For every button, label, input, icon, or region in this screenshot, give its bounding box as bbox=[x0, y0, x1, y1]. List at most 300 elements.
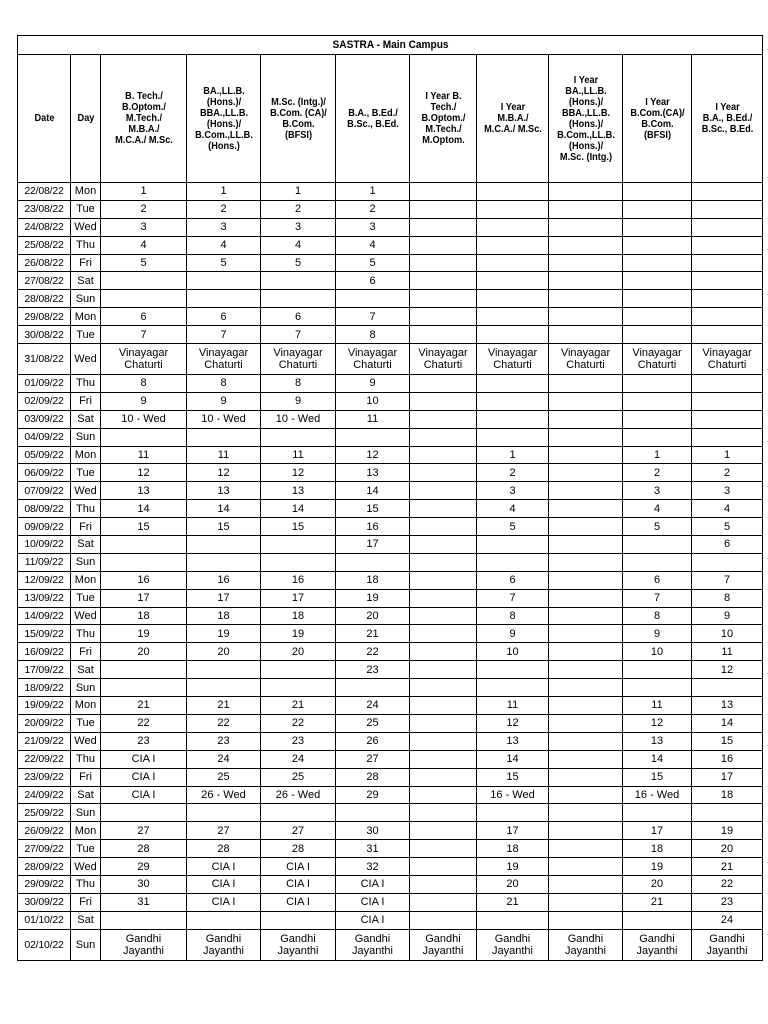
schedule-cell: 31 bbox=[101, 893, 187, 911]
schedule-cell: 28 bbox=[187, 840, 261, 858]
table-row bbox=[18, 661, 763, 679]
schedule-cell bbox=[261, 536, 336, 554]
column-header-program: I Year B. Tech./ B.Optom./ M.Tech./ M.Optom. bbox=[412, 55, 474, 183]
schedule-cell bbox=[101, 679, 187, 697]
schedule-cell: 8 bbox=[261, 375, 336, 393]
schedule-cell: Vinayagar Chaturti bbox=[187, 344, 261, 375]
table-row bbox=[18, 768, 763, 786]
schedule-cell: 30 bbox=[101, 875, 187, 893]
schedule-cell bbox=[477, 308, 549, 326]
schedule-cell: 17 bbox=[692, 768, 763, 786]
schedule-cell bbox=[261, 290, 336, 308]
schedule-cell bbox=[410, 236, 477, 254]
schedule-cell bbox=[101, 804, 187, 822]
schedule-cell bbox=[336, 428, 410, 446]
schedule-cell: 25 bbox=[187, 768, 261, 786]
schedule-cell bbox=[549, 840, 623, 858]
table-row bbox=[18, 308, 763, 326]
day-cell: Sun bbox=[71, 290, 101, 308]
schedule-cell: 1 bbox=[692, 446, 763, 464]
schedule-cell bbox=[410, 607, 477, 625]
date-cell: 02/10/22 bbox=[18, 929, 71, 960]
schedule-cell: 3 bbox=[692, 482, 763, 500]
day-cell: Tue bbox=[71, 714, 101, 732]
day-cell: Thu bbox=[71, 375, 101, 393]
schedule-cell: 21 bbox=[187, 697, 261, 715]
date-cell: 29/08/22 bbox=[18, 308, 71, 326]
schedule-cell: 20 bbox=[187, 643, 261, 661]
schedule-cell bbox=[410, 768, 477, 786]
schedule-cell bbox=[410, 840, 477, 858]
schedule-cell: 2 bbox=[336, 200, 410, 218]
schedule-cell: 14 bbox=[477, 750, 549, 768]
table-row bbox=[18, 410, 763, 428]
day-cell: Sun bbox=[71, 428, 101, 446]
schedule-cell bbox=[410, 200, 477, 218]
schedule-cell: 12 bbox=[692, 661, 763, 679]
schedule-cell bbox=[549, 661, 623, 679]
day-cell: Sun bbox=[71, 553, 101, 571]
day-cell: Thu bbox=[71, 750, 101, 768]
schedule-cell: 3 bbox=[101, 218, 187, 236]
schedule-cell bbox=[410, 290, 477, 308]
date-cell: 21/09/22 bbox=[18, 732, 71, 750]
table-row bbox=[18, 625, 763, 643]
schedule-cell: 28 bbox=[101, 840, 187, 858]
schedule-cell: 19 bbox=[336, 589, 410, 607]
schedule-cell: 9 bbox=[187, 392, 261, 410]
date-cell: 05/09/22 bbox=[18, 446, 71, 464]
schedule-cell: 11 bbox=[187, 446, 261, 464]
day-cell: Thu bbox=[71, 875, 101, 893]
schedule-cell: 17 bbox=[187, 589, 261, 607]
schedule-cell: 24 bbox=[187, 750, 261, 768]
schedule-cell: 4 bbox=[692, 500, 763, 518]
date-cell: 17/09/22 bbox=[18, 661, 71, 679]
date-cell: 24/09/22 bbox=[18, 786, 71, 804]
schedule-cell: 12 bbox=[101, 464, 187, 482]
schedule-cell bbox=[692, 804, 763, 822]
schedule-cell bbox=[692, 218, 763, 236]
schedule-cell: 12 bbox=[187, 464, 261, 482]
schedule-cell bbox=[410, 875, 477, 893]
schedule-cell: 23 bbox=[101, 732, 187, 750]
table-row bbox=[18, 482, 763, 500]
schedule-cell: 12 bbox=[477, 714, 549, 732]
calendar-sheet bbox=[17, 35, 752, 961]
day-cell: Mon bbox=[71, 697, 101, 715]
schedule-cell: 27 bbox=[101, 822, 187, 840]
schedule-cell: 7 bbox=[101, 326, 187, 344]
schedule-cell bbox=[549, 875, 623, 893]
table-row bbox=[18, 183, 763, 201]
schedule-cell: 7 bbox=[336, 308, 410, 326]
date-cell: 15/09/22 bbox=[18, 625, 71, 643]
table-row bbox=[18, 464, 763, 482]
schedule-cell bbox=[101, 553, 187, 571]
day-cell: Sat bbox=[71, 536, 101, 554]
day-cell: Sat bbox=[71, 410, 101, 428]
schedule-cell: 14 bbox=[623, 750, 692, 768]
schedule-cell: Vinayagar Chaturti bbox=[410, 344, 477, 375]
date-cell: 22/08/22 bbox=[18, 183, 71, 201]
schedule-table bbox=[17, 35, 763, 961]
schedule-cell: 12 bbox=[623, 714, 692, 732]
schedule-cell: 7 bbox=[477, 589, 549, 607]
schedule-cell: 15 bbox=[336, 500, 410, 518]
schedule-cell: 10 - Wed bbox=[261, 410, 336, 428]
date-cell: 03/09/22 bbox=[18, 410, 71, 428]
day-cell: Wed bbox=[71, 607, 101, 625]
schedule-cell: 32 bbox=[336, 858, 410, 876]
table-row bbox=[18, 571, 763, 589]
schedule-cell bbox=[477, 661, 549, 679]
schedule-cell bbox=[261, 428, 336, 446]
date-cell: 19/09/22 bbox=[18, 697, 71, 715]
schedule-cell bbox=[477, 183, 549, 201]
header-row bbox=[18, 55, 763, 183]
schedule-cell bbox=[410, 786, 477, 804]
schedule-cell bbox=[410, 410, 477, 428]
day-cell: Fri bbox=[71, 392, 101, 410]
schedule-cell: CIA I bbox=[261, 875, 336, 893]
schedule-cell: 5 bbox=[101, 254, 187, 272]
schedule-cell: 8 bbox=[101, 375, 187, 393]
date-cell: 27/09/22 bbox=[18, 840, 71, 858]
schedule-cell: 16 bbox=[336, 518, 410, 536]
schedule-cell: 9 bbox=[261, 392, 336, 410]
schedule-cell: 18 bbox=[477, 840, 549, 858]
schedule-cell: 27 bbox=[336, 750, 410, 768]
table-row bbox=[18, 218, 763, 236]
schedule-cell bbox=[477, 804, 549, 822]
schedule-cell bbox=[623, 661, 692, 679]
table-row bbox=[18, 254, 763, 272]
schedule-cell: 13 bbox=[101, 482, 187, 500]
schedule-cell: Gandhi Jayanthi bbox=[410, 929, 477, 960]
schedule-cell: Vinayagar Chaturti bbox=[101, 344, 187, 375]
date-cell: 25/08/22 bbox=[18, 236, 71, 254]
schedule-cell: CIA I bbox=[101, 786, 187, 804]
schedule-cell bbox=[549, 625, 623, 643]
schedule-cell bbox=[549, 308, 623, 326]
schedule-cell: 8 bbox=[477, 607, 549, 625]
schedule-cell bbox=[623, 218, 692, 236]
schedule-cell bbox=[623, 308, 692, 326]
schedule-cell: 16 bbox=[261, 571, 336, 589]
schedule-cell bbox=[549, 911, 623, 929]
schedule-cell bbox=[410, 536, 477, 554]
table-row bbox=[18, 804, 763, 822]
day-cell: Sun bbox=[71, 804, 101, 822]
schedule-cell bbox=[549, 643, 623, 661]
schedule-cell: 2 bbox=[623, 464, 692, 482]
schedule-cell bbox=[477, 679, 549, 697]
table-row bbox=[18, 732, 763, 750]
column-header-program: I Year M.B.A./ M.C.A./ M.Sc. bbox=[479, 55, 545, 183]
date-cell: 09/09/22 bbox=[18, 518, 71, 536]
schedule-cell: 24 bbox=[261, 750, 336, 768]
schedule-cell: 22 bbox=[187, 714, 261, 732]
schedule-cell: 17 bbox=[101, 589, 187, 607]
schedule-cell bbox=[549, 536, 623, 554]
schedule-cell: 9 bbox=[692, 607, 763, 625]
schedule-cell: 5 bbox=[623, 518, 692, 536]
schedule-cell bbox=[187, 679, 261, 697]
schedule-cell bbox=[410, 183, 477, 201]
schedule-cell: 8 bbox=[336, 326, 410, 344]
schedule-cell: 2 bbox=[187, 200, 261, 218]
schedule-cell bbox=[623, 326, 692, 344]
date-cell: 23/09/22 bbox=[18, 768, 71, 786]
schedule-cell bbox=[549, 272, 623, 290]
schedule-cell bbox=[336, 553, 410, 571]
date-cell: 10/09/22 bbox=[18, 536, 71, 554]
day-cell: Tue bbox=[71, 464, 101, 482]
date-cell: 02/09/22 bbox=[18, 392, 71, 410]
schedule-cell: 3 bbox=[261, 218, 336, 236]
schedule-cell: 4 bbox=[623, 500, 692, 518]
schedule-cell: 6 bbox=[261, 308, 336, 326]
schedule-cell bbox=[410, 714, 477, 732]
table-row bbox=[18, 518, 763, 536]
day-cell: Mon bbox=[71, 308, 101, 326]
column-header-program: B.A., B.Ed./ B.Sc., B.Ed. bbox=[338, 55, 406, 183]
schedule-cell: 22 bbox=[692, 875, 763, 893]
schedule-cell bbox=[477, 553, 549, 571]
table-row bbox=[18, 589, 763, 607]
schedule-cell bbox=[410, 553, 477, 571]
schedule-cell: 11 bbox=[692, 643, 763, 661]
table-body bbox=[18, 183, 763, 961]
schedule-cell bbox=[477, 290, 549, 308]
table-row bbox=[18, 786, 763, 804]
schedule-cell: 20 bbox=[623, 875, 692, 893]
schedule-cell: CIA I bbox=[101, 750, 187, 768]
schedule-cell bbox=[549, 679, 623, 697]
schedule-cell bbox=[410, 858, 477, 876]
date-cell: 23/08/22 bbox=[18, 200, 71, 218]
schedule-cell: Vinayagar Chaturti bbox=[336, 344, 410, 375]
schedule-cell: 18 bbox=[336, 571, 410, 589]
schedule-cell bbox=[261, 911, 336, 929]
date-cell: 28/08/22 bbox=[18, 290, 71, 308]
day-cell: Thu bbox=[71, 500, 101, 518]
schedule-cell: 19 bbox=[261, 625, 336, 643]
day-cell: Tue bbox=[71, 200, 101, 218]
schedule-cell bbox=[549, 732, 623, 750]
table-row bbox=[18, 911, 763, 929]
schedule-cell bbox=[410, 326, 477, 344]
schedule-cell: 29 bbox=[336, 786, 410, 804]
schedule-cell: Gandhi Jayanthi bbox=[549, 929, 623, 960]
schedule-cell bbox=[692, 308, 763, 326]
schedule-cell: 11 bbox=[477, 697, 549, 715]
schedule-cell bbox=[187, 911, 261, 929]
schedule-cell bbox=[477, 375, 549, 393]
schedule-cell: 20 bbox=[261, 643, 336, 661]
schedule-cell: 4 bbox=[187, 236, 261, 254]
schedule-cell: 17 bbox=[336, 536, 410, 554]
schedule-cell bbox=[623, 410, 692, 428]
schedule-cell bbox=[410, 308, 477, 326]
schedule-cell bbox=[692, 553, 763, 571]
schedule-cell: 8 bbox=[623, 607, 692, 625]
table-row bbox=[18, 290, 763, 308]
schedule-cell bbox=[549, 464, 623, 482]
schedule-cell bbox=[336, 679, 410, 697]
schedule-cell bbox=[549, 858, 623, 876]
schedule-cell: 19 bbox=[623, 858, 692, 876]
schedule-cell: 16 bbox=[692, 750, 763, 768]
schedule-cell bbox=[623, 428, 692, 446]
date-cell: 14/09/22 bbox=[18, 607, 71, 625]
day-cell: Fri bbox=[71, 518, 101, 536]
table-row bbox=[18, 822, 763, 840]
day-cell: Sat bbox=[71, 786, 101, 804]
schedule-cell: 16 - Wed bbox=[623, 786, 692, 804]
schedule-cell: 2 bbox=[692, 464, 763, 482]
schedule-cell bbox=[187, 661, 261, 679]
schedule-cell bbox=[692, 236, 763, 254]
schedule-cell: 15 bbox=[261, 518, 336, 536]
schedule-cell bbox=[187, 553, 261, 571]
schedule-cell bbox=[549, 822, 623, 840]
table-row bbox=[18, 714, 763, 732]
table-row bbox=[18, 236, 763, 254]
schedule-cell: 2 bbox=[101, 200, 187, 218]
schedule-cell: 22 bbox=[261, 714, 336, 732]
schedule-cell: 10 bbox=[623, 643, 692, 661]
schedule-cell: 21 bbox=[261, 697, 336, 715]
table-row bbox=[18, 643, 763, 661]
day-cell: Fri bbox=[71, 254, 101, 272]
schedule-cell: 18 bbox=[692, 786, 763, 804]
schedule-cell bbox=[477, 236, 549, 254]
schedule-cell bbox=[477, 254, 549, 272]
schedule-cell: 22 bbox=[336, 643, 410, 661]
schedule-cell bbox=[410, 911, 477, 929]
schedule-cell: 1 bbox=[101, 183, 187, 201]
schedule-cell: Gandhi Jayanthi bbox=[623, 929, 692, 960]
schedule-cell: 3 bbox=[187, 218, 261, 236]
table-row bbox=[18, 893, 763, 911]
date-cell: 29/09/22 bbox=[18, 875, 71, 893]
schedule-cell: 9 bbox=[623, 625, 692, 643]
schedule-cell: 15 bbox=[187, 518, 261, 536]
schedule-cell: 3 bbox=[477, 482, 549, 500]
schedule-cell: CIA I bbox=[336, 893, 410, 911]
schedule-cell bbox=[410, 518, 477, 536]
date-cell: 06/09/22 bbox=[18, 464, 71, 482]
schedule-cell bbox=[477, 428, 549, 446]
schedule-cell: Gandhi Jayanthi bbox=[187, 929, 261, 960]
schedule-cell bbox=[549, 236, 623, 254]
schedule-cell bbox=[549, 571, 623, 589]
schedule-cell bbox=[692, 254, 763, 272]
schedule-cell: 21 bbox=[477, 893, 549, 911]
schedule-cell: 4 bbox=[261, 236, 336, 254]
schedule-cell: CIA I bbox=[187, 893, 261, 911]
table-row bbox=[18, 536, 763, 554]
schedule-cell bbox=[623, 392, 692, 410]
day-cell: Tue bbox=[71, 326, 101, 344]
schedule-cell: 15 bbox=[692, 732, 763, 750]
schedule-cell: 1 bbox=[336, 183, 410, 201]
schedule-cell: Gandhi Jayanthi bbox=[101, 929, 187, 960]
schedule-cell: 5 bbox=[692, 518, 763, 536]
date-cell: 13/09/22 bbox=[18, 589, 71, 607]
schedule-cell: 10 - Wed bbox=[101, 410, 187, 428]
schedule-cell bbox=[549, 804, 623, 822]
schedule-cell bbox=[477, 410, 549, 428]
schedule-cell: 7 bbox=[187, 326, 261, 344]
schedule-cell bbox=[410, 375, 477, 393]
day-cell: Fri bbox=[71, 768, 101, 786]
date-cell: 01/09/22 bbox=[18, 375, 71, 393]
schedule-cell bbox=[187, 272, 261, 290]
column-header-day: Day bbox=[72, 55, 100, 183]
schedule-cell: 14 bbox=[692, 714, 763, 732]
table-row bbox=[18, 840, 763, 858]
table-title: SASTRA - Main Campus bbox=[47, 36, 732, 55]
schedule-cell: 3 bbox=[336, 218, 410, 236]
schedule-cell: 4 bbox=[477, 500, 549, 518]
schedule-cell: 9 bbox=[101, 392, 187, 410]
schedule-cell bbox=[101, 661, 187, 679]
schedule-cell: CIA I bbox=[261, 893, 336, 911]
schedule-cell: 13 bbox=[692, 697, 763, 715]
schedule-cell: 13 bbox=[623, 732, 692, 750]
schedule-cell: 15 bbox=[101, 518, 187, 536]
schedule-cell: 11 bbox=[623, 697, 692, 715]
table-row bbox=[18, 929, 763, 960]
schedule-cell bbox=[623, 290, 692, 308]
schedule-cell bbox=[549, 410, 623, 428]
schedule-cell bbox=[692, 428, 763, 446]
schedule-cell bbox=[549, 750, 623, 768]
schedule-cell: 26 - Wed bbox=[187, 786, 261, 804]
schedule-cell bbox=[623, 536, 692, 554]
schedule-cell: 18 bbox=[187, 607, 261, 625]
schedule-cell bbox=[692, 375, 763, 393]
schedule-cell bbox=[477, 911, 549, 929]
schedule-cell bbox=[692, 326, 763, 344]
schedule-cell bbox=[623, 375, 692, 393]
schedule-cell: 17 bbox=[477, 822, 549, 840]
column-header-program: I Year B.A., B.Ed./ B.Sc., B.Ed. bbox=[694, 55, 759, 183]
schedule-cell: 14 bbox=[101, 500, 187, 518]
schedule-cell bbox=[623, 272, 692, 290]
day-cell: Wed bbox=[71, 732, 101, 750]
schedule-cell: 31 bbox=[336, 840, 410, 858]
schedule-cell: Vinayagar Chaturti bbox=[623, 344, 692, 375]
day-cell: Wed bbox=[71, 218, 101, 236]
table-row bbox=[18, 500, 763, 518]
table-row bbox=[18, 858, 763, 876]
schedule-cell bbox=[410, 679, 477, 697]
schedule-cell: 8 bbox=[692, 589, 763, 607]
schedule-cell: 28 bbox=[336, 768, 410, 786]
table-row bbox=[18, 200, 763, 218]
column-header-date: Date bbox=[20, 55, 69, 183]
date-cell: 30/08/22 bbox=[18, 326, 71, 344]
schedule-cell: 23 bbox=[261, 732, 336, 750]
schedule-cell bbox=[549, 714, 623, 732]
schedule-cell: 16 - Wed bbox=[477, 786, 549, 804]
day-cell: Wed bbox=[71, 858, 101, 876]
schedule-cell: 6 bbox=[187, 308, 261, 326]
